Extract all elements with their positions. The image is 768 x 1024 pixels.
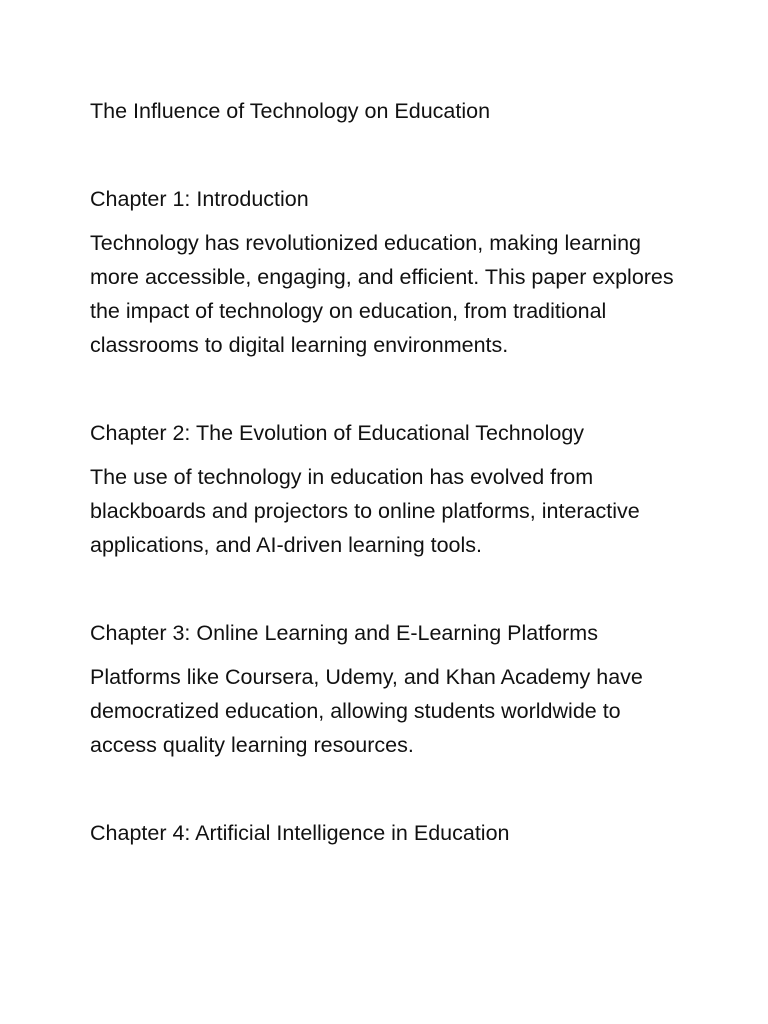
- chapter-body: Technology has revolutionized education, making learning more accessible, engaging, and efficient. This paper explores the impact of technology on education, from traditional classrooms to digital learning environments.: [90, 231, 674, 357]
- chapter-heading: Chapter 4: Artificial Intelligence in Education: [90, 821, 510, 845]
- chapter-3: [90, 616, 690, 762]
- chapter-heading: Chapter 3: Online Learning and E-Learning Platforms: [90, 621, 598, 645]
- chapter-heading: Chapter 2: The Evolution of Educational Technology: [90, 421, 585, 445]
- chapter-4: [90, 816, 690, 850]
- chapter-1: [90, 182, 690, 362]
- chapter-body: Platforms like Coursera, Udemy, and Khan Academy have democratized education, allowing students worldwide to access quality learning resources.: [90, 665, 643, 757]
- document-title: The Influence of Technology on Education: [90, 99, 491, 123]
- chapter-heading: Chapter 1: Introduction: [90, 187, 309, 211]
- document-content: [90, 94, 690, 904]
- chapter-body: The use of technology in education has evolved from blackboards and projectors to online platforms, interactive applications, and AI-driven learning tools.: [90, 465, 640, 557]
- chapter-2: [90, 416, 690, 562]
